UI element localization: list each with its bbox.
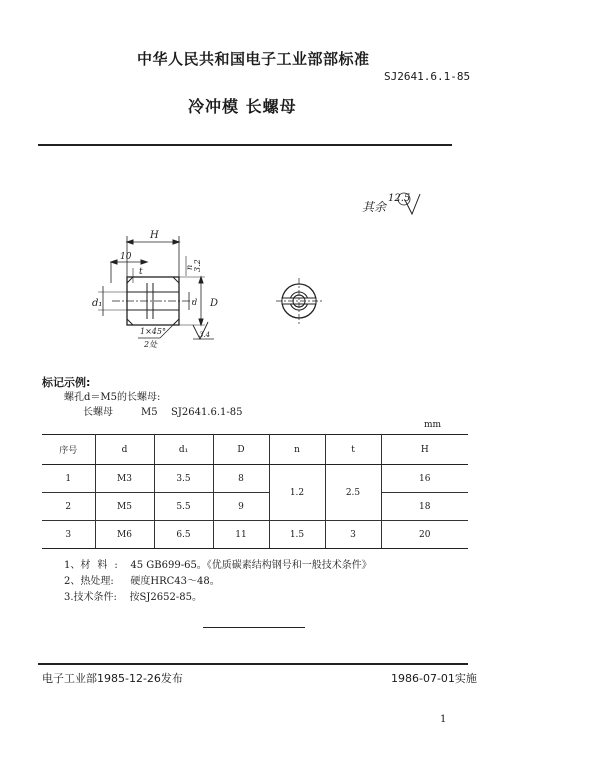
cell-d: M5	[95, 493, 154, 521]
dim-label-n: n	[185, 264, 194, 270]
dim-label-d1: d₁	[92, 298, 103, 309]
dim-label-t: t	[139, 267, 143, 277]
end-rule	[203, 627, 305, 628]
note-number: 2、	[64, 576, 81, 587]
roughness-note: 其余	[362, 200, 387, 214]
cell-n: 1.5	[269, 521, 325, 549]
cell-t: 3	[325, 521, 381, 549]
note-label: 热处理:	[80, 576, 114, 587]
nut-end-view	[276, 278, 322, 324]
dimension-table	[42, 434, 468, 549]
table-row	[42, 493, 468, 521]
cell-d: M6	[95, 521, 154, 549]
note-label: 材料:	[80, 560, 125, 571]
note-text: 硬度HRC43～48。	[130, 576, 220, 587]
effective-date: 1986-07-01实施	[391, 672, 477, 685]
note-material	[64, 556, 372, 571]
table-header-row	[42, 435, 468, 465]
chamfer-count-label: 2处	[144, 340, 158, 349]
cell-H: 16	[381, 465, 468, 493]
note-text: 45 GB699-65。《优质碳素结构钢号和一般技术条件》	[130, 560, 372, 571]
example-designation	[83, 403, 243, 418]
dim-label-10: 10	[120, 252, 132, 262]
example-heading: 标记示例:	[42, 376, 91, 389]
header-t: t	[325, 435, 381, 465]
note-number: 3.	[64, 592, 74, 603]
cell-no: 1	[42, 465, 95, 493]
chamfer-label: 1×45°	[140, 327, 166, 336]
cell-d1: 6.5	[154, 521, 213, 549]
issued-date: 电子工业部1985-12-26发布	[42, 672, 183, 685]
dim-label-H: H	[150, 230, 159, 241]
header-d1: d₁	[154, 435, 213, 465]
cell-t-merged: 2.5	[325, 465, 381, 521]
cell-D: 11	[213, 521, 269, 549]
header-H: H	[381, 435, 468, 465]
header-D: D	[213, 435, 269, 465]
cell-d1: 3.5	[154, 465, 213, 493]
example-description: 螺孔d＝M5的长螺母:	[64, 392, 161, 403]
note-text: 按SJ2652-85。	[129, 592, 202, 603]
page-number: 1	[440, 714, 447, 725]
cell-d: M3	[95, 465, 154, 493]
finish-label-32: 3.2	[193, 259, 202, 272]
example-name: 长螺母	[83, 407, 113, 418]
document-title: 冷冲模 长螺母	[188, 97, 297, 116]
cell-H: 20	[381, 521, 468, 549]
table-row	[42, 521, 468, 549]
finish-label-34: 3.4	[199, 331, 211, 339]
note-technical-conditions	[64, 588, 202, 603]
unit-label: mm	[424, 420, 442, 430]
dim-label-d: d	[192, 298, 198, 307]
header-d: d	[95, 435, 154, 465]
note-heat-treatment	[64, 572, 220, 587]
issuing-organization: 中华人民共和国电子工业部部标准	[137, 50, 370, 68]
footer-rule	[38, 663, 468, 665]
table-row	[42, 465, 468, 493]
cell-n-merged: 1.2	[269, 465, 325, 521]
cell-D: 8	[213, 465, 269, 493]
example-size: M5	[141, 407, 158, 418]
note-label: 技术条件:	[73, 592, 117, 603]
note-number: 1、	[64, 560, 81, 571]
cell-d1: 5.5	[154, 493, 213, 521]
standard-code: SJ2641.6.1-85	[384, 70, 471, 83]
cell-no: 3	[42, 521, 95, 549]
dim-label-D: D	[210, 298, 219, 309]
example-code: SJ2641.6.1-85	[171, 407, 243, 418]
header-n: n	[269, 435, 325, 465]
cell-D: 9	[213, 493, 269, 521]
cell-H: 18	[381, 493, 468, 521]
header-no: 序号	[42, 435, 95, 465]
roughness-value: 12.5	[388, 193, 411, 204]
cell-no: 2	[42, 493, 95, 521]
